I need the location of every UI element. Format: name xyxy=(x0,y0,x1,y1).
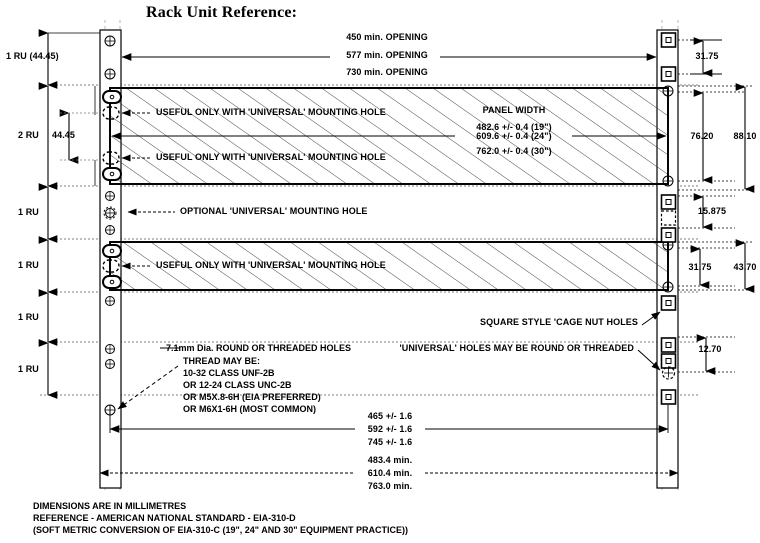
callout-optional-universal: OPTIONAL 'UNIVERSAL' MOUNTING HOLE xyxy=(180,206,368,216)
right-dim-76-20: 76.20 xyxy=(690,131,714,141)
thread-note-line-3: 10-32 CLASS UNF-2B xyxy=(183,368,275,378)
ru-marker-4: 1 RU xyxy=(18,260,39,270)
thread-note-line-4: OR 12-24 CLASS UNC-2B xyxy=(183,380,292,390)
right-dim-31-75-top: 31.75 xyxy=(695,51,719,61)
ru-marker-5: 1 RU xyxy=(18,312,39,322)
right-dim-31-75-mid: 31.75 xyxy=(688,262,712,272)
callout-universal-a: USEFUL ONLY WITH 'UNIVERSAL' MOUNTING HOLE xyxy=(156,107,386,117)
opening-dim-577: 577 min. OPENING xyxy=(346,50,428,60)
hole-spacing-592: 592 +/- 1.6 xyxy=(367,424,413,434)
hole-spacing-745: 745 +/- 1.6 xyxy=(367,437,413,447)
right-dim-12-70: 12.70 xyxy=(698,344,722,354)
ru-marker-3: 1 RU xyxy=(18,207,39,217)
ru-marker-1: 1 RU (44.45) xyxy=(6,51,59,61)
panel-width-19: 482.6 +/- 0.4 (19") xyxy=(476,122,552,132)
opening-dim-450: 450 min. OPENING xyxy=(346,32,428,42)
page-title: Rack Unit Reference: xyxy=(146,4,298,21)
thread-note-line-1: 7.1mm Dia. ROUND OR THREADED HOLES xyxy=(166,343,352,353)
footer-line-2: REFERENCE - AMERICAN NATIONAL STANDARD - EIA-310-D xyxy=(33,513,296,523)
panel-width-24: 609.6 +/- 0.4 (24") xyxy=(476,131,552,141)
overall-width-483: 483.4 min. xyxy=(367,455,413,465)
thread-note-line-5: OR M5X.8-6H (EIA PREFERRED) xyxy=(183,392,321,402)
footer-line-3: (SOFT METRIC CONVERSION OF EIA-310-C (19", 24" AND 30" EQUIPMENT PRACTICE)) xyxy=(33,525,409,535)
panel-width-heading: PANEL WIDTH xyxy=(482,105,546,115)
panel-width-30: 762.0 +/- 0.4 (30") xyxy=(476,146,552,156)
hole-spacing-465: 465 +/- 1.6 xyxy=(367,411,413,421)
callout-cage-nut: SQUARE STYLE 'CAGE NUT HOLES xyxy=(480,317,638,327)
ru-marker-6: 1 RU xyxy=(18,364,39,374)
ru-marker-2-dimension: 44.45 xyxy=(52,130,76,140)
callout-universal-b: USEFUL ONLY WITH 'UNIVERSAL' MOUNTING HOLE xyxy=(156,152,386,162)
right-dim-15-875: 15.875 xyxy=(697,206,727,216)
thread-note-line-2: THREAD MAY BE: xyxy=(183,356,261,366)
right-dim-43-70: 43.70 xyxy=(733,262,757,272)
callout-universal-round-threaded: 'UNIVERSAL' HOLES MAY BE ROUND OR THREADED xyxy=(399,343,634,353)
overall-width-763: 763.0 min. xyxy=(367,481,413,491)
overall-width-610: 610.4 min. xyxy=(367,468,413,478)
ru-marker-2: 2 RU xyxy=(18,130,39,140)
thread-note-line-6: OR M6X1-6H (MOST COMMON) xyxy=(183,404,317,414)
callout-universal-d: USEFUL ONLY WITH 'UNIVERSAL' MOUNTING HOLE xyxy=(156,260,386,270)
right-dim-88-10: 88.10 xyxy=(733,131,757,141)
opening-dim-730: 730 min. OPENING xyxy=(346,67,428,77)
footer-line-1: DIMENSIONS ARE IN MILLIMETRES xyxy=(33,501,187,511)
thread-note-leader xyxy=(118,348,180,409)
